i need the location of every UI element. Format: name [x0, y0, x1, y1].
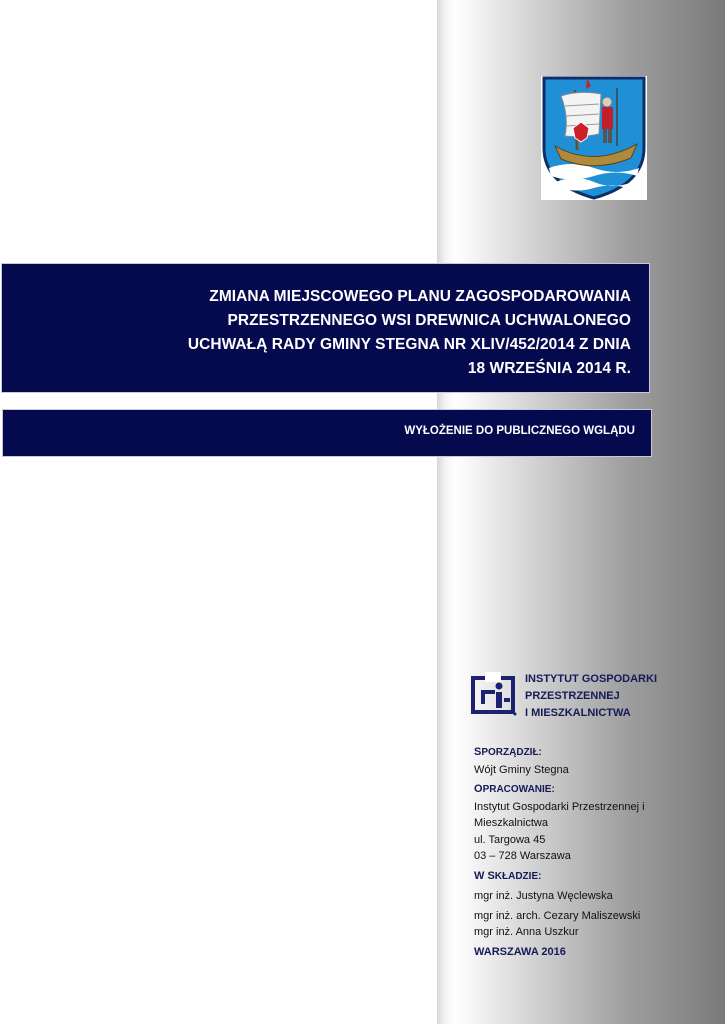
title-line-1: ZMIANA MIEJSCOWEGO PLANU ZAGOSPODAROWANIA [209, 288, 631, 305]
opracowanie-line-3: ul. Targowa 45 [474, 833, 546, 846]
subtitle-banner [2, 409, 652, 457]
title-line-4: 18 WRZEŚNIA 2014 R. [467, 360, 631, 377]
coat-of-arms-icon [541, 76, 647, 200]
opracowanie-line-1: Instytut Gospodarki Przestrzennej i [474, 800, 645, 813]
member-2: mgr inż. arch. Cezary Maliszewski [474, 909, 641, 922]
w-skladzie-label: W SKŁADZIE: [474, 869, 542, 882]
title-line-3: UCHWAŁĄ RADY GMINY STEGNA NR XLIV/452/2014 Z DNIA [187, 336, 631, 353]
institute-logo-icon [471, 672, 517, 718]
sporzadzil-value: Wójt Gminy Stegna [474, 763, 569, 776]
institute-name [525, 671, 657, 722]
opracowanie-label: OPRACOWANIE: [474, 783, 555, 795]
member-1: mgr inż. Justyna Węclewska [474, 890, 613, 902]
institute-name-line-1: INSTYTUT GOSPODARKI [525, 673, 658, 685]
sporzadzil-label: SPORZĄDZIŁ: [474, 746, 542, 758]
subtitle-text: WYŁOŻENIE DO PUBLICZNEGO WGLĄDU [404, 425, 635, 437]
institute-name-line-2: PRZESTRZENNEJ [525, 690, 620, 702]
opracowanie-line-4: 03 – 728 Warszawa [474, 850, 571, 862]
institute-name-line-3: I MIESZKALNICTWA [525, 707, 631, 719]
city-year: WARSZAWA 2016 [474, 945, 566, 958]
info-block [474, 744, 694, 960]
title-banner [1, 263, 650, 393]
member-3: mgr inż. Anna Uszkur [474, 926, 579, 938]
title-line-2: PRZESTRZENNEGO WSI DREWNICA UCHWALONEGO [227, 312, 631, 329]
opracowanie-line-2: Mieszkalnictwa [474, 817, 548, 829]
